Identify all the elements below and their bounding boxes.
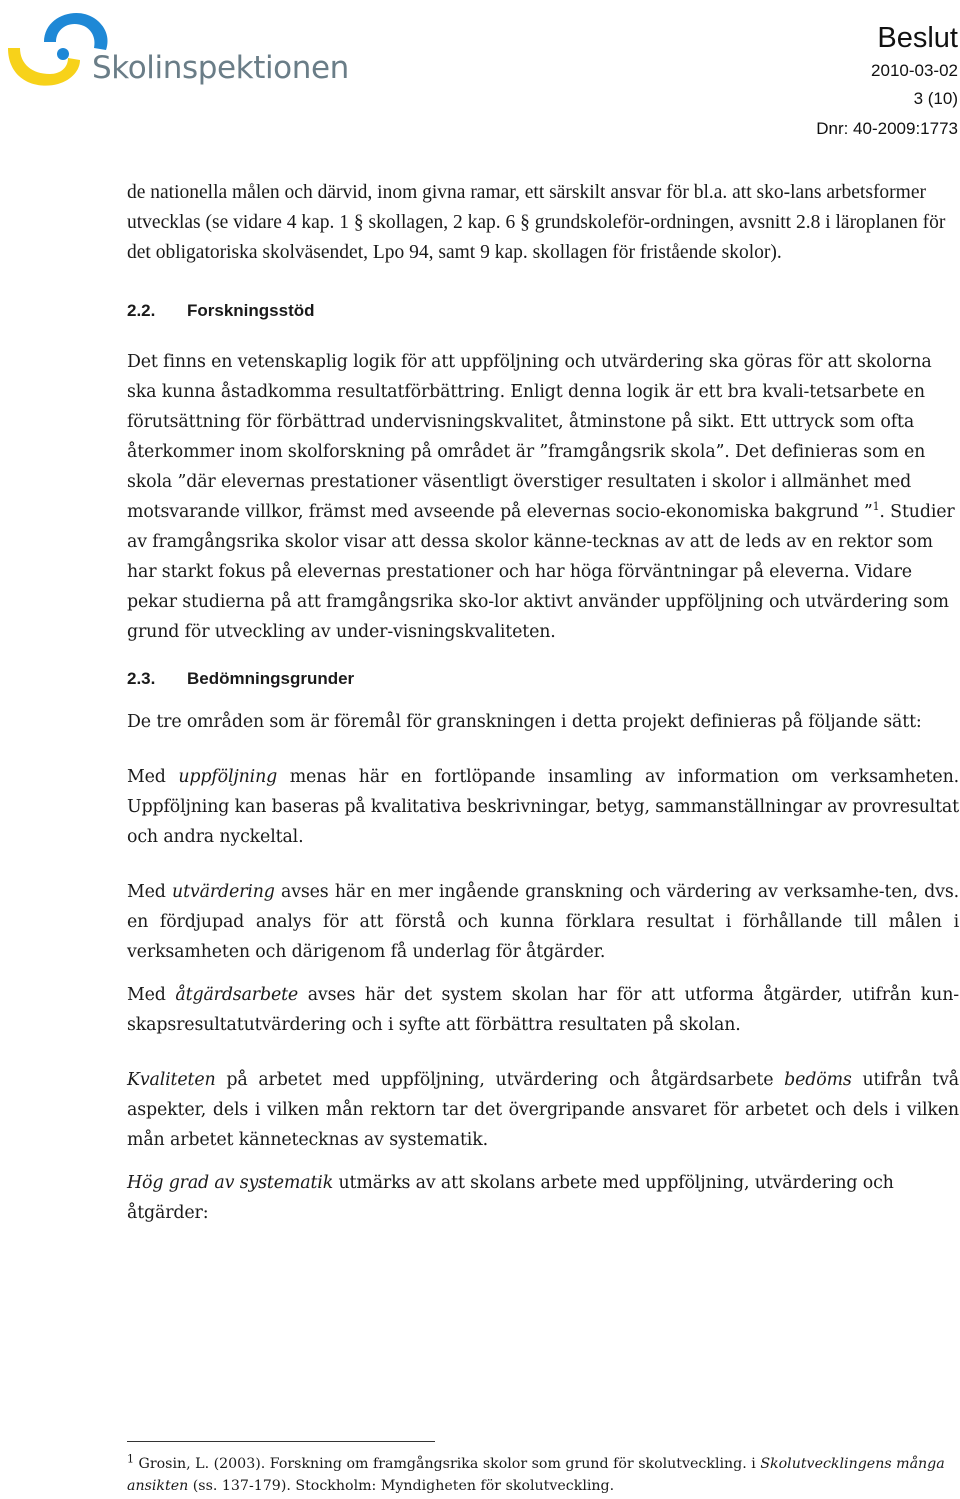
section-title: Bedömningsgrunder [187,669,355,688]
quality-assessment-paragraph: Kvaliteten på arbetet med uppföljning, utvärdering och åtgärdsarbete bedöms utifrån två aspekter, dels i vilken mån rektorn tar det övergripande ansvaret för arbetet och dels i vilken mån arbetet kännetecknas av systematik. [127,1070,959,1150]
logo-wordmark: Skolinspektionen [92,50,349,86]
section-number: 2.2. [127,301,156,320]
footnote: $^1$ Grosin, L. (2003). Forskning om framgångsrika skolor som grund för skolutveckling. i Skolutvecklingens många ansikten (ss. 137-179). Stockholm: Myndigheten för skolutveckling. [127,1452,945,1494]
definition-utvardering: Med utvärdering avses här en mer ingående granskning och värdering av verksamhe-ten, dvs. en fördjupad analys för att förstå och kunna förklara resultat i förhållande till målen i verksamheten och därigenom få underlag för åtgärder. [127,882,959,962]
document-meta [816,20,958,144]
page-number: 3 (10) [913,89,958,108]
document-body [127,178,959,1228]
footnote-separator [127,1441,435,1442]
diary-number: Dnr: 40-2009:1773 [816,119,958,138]
term-kvaliteten: Kvaliteten [127,1070,216,1090]
term-hog-grad-av-systematik: Hög grad av systematik [127,1173,334,1193]
footnote-number: 1 [127,1452,134,1466]
systematic-paragraph: Hög grad av systematik utmärks av att skolans arbete med uppföljning, utvärdering och åtgärder: [127,1173,894,1223]
definition-atgardsarbete: Med åtgärdsarbete avses här det system skolan har för att utforma åtgärder, utifrån kun-skapsresultatutvärdering och i syfte att förbättra resultaten på skolan. [127,985,959,1035]
term-atgardsarbete: åtgärdsarbete [175,985,299,1005]
section-number: 2.3. [127,669,156,688]
term-uppfoljning: uppföljning [178,767,278,787]
intro-paragraph: de nationella målen och därvid, inom givna ramar, ett särskilt ansvar för bl.a. att sko-lans arbetsformer utvecklas (se vidare 4 kap. 1 § skollagen, 2 kap. 6 § grundskoleför-ordningen, avsnitt 2.8 i läroplanen för det obligatoriska skolväsendet, Lpo 94, samt 9 kap. skollagen för fristående skolor). [127,182,946,263]
footnote-reference[interactable]: 1 [872,500,880,514]
term-bedoms: bedöms [784,1070,852,1090]
criteria-intro-paragraph: De tre områden som är föremål för granskningen i detta projekt definieras på följande sätt: [127,712,922,732]
definition-uppfoljning: Med uppföljning menas här en fortlöpande insamling av information om verksamheten. Uppföljning kan baseras på kvalitativa beskrivningar, betyg, sammanställningar av provresultat och andra nyckeltal. [127,767,959,847]
research-paragraph: Det finns en vetenskaplig logik för att uppföljning och utvärdering ska göras för att skolorna ska kunna åstadkomma resultatförbättring. Enligt denna logik är ett bra kvali-tetsarbete en förutsättning för förbättrad undervisningskvalitet, åtminstone på sikt. Ett uttryck som ofta återkommer inom skolforskning på området är ”framgångsrik skola”. Det definieras som en skola ”där elevernas prestationer väsentligt överstiger resultaten i skolor i allmänhet med motsvarande villkor, främst med avseende på elevernas socio-ekonomiska bakgrund ”$^1$. Studier av framgångsrika skolor visar att dessa skolor känne-tecknas av att de leds av en rektor som har starkt fokus på elevernas prestationer och har höga förväntningar på eleverna. Vidare pekar studierna på att framgångsrika sko-lor aktivt använder uppföljning och utvärdering som grund för utveckling av under-visningskvaliteten. [127,352,955,642]
document-type: Beslut [877,22,958,54]
footnote-book-title: Skolutvecklingens många ansikten [127,1456,945,1494]
section-heading-2-2 [127,301,959,321]
section-title: Forskningsstöd [187,301,315,320]
term-utvardering: utvärdering [172,882,275,902]
section-heading-2-3 [127,669,959,689]
document-date: 2010-03-02 [871,61,958,80]
skolinspektionen-logo [6,4,349,94]
